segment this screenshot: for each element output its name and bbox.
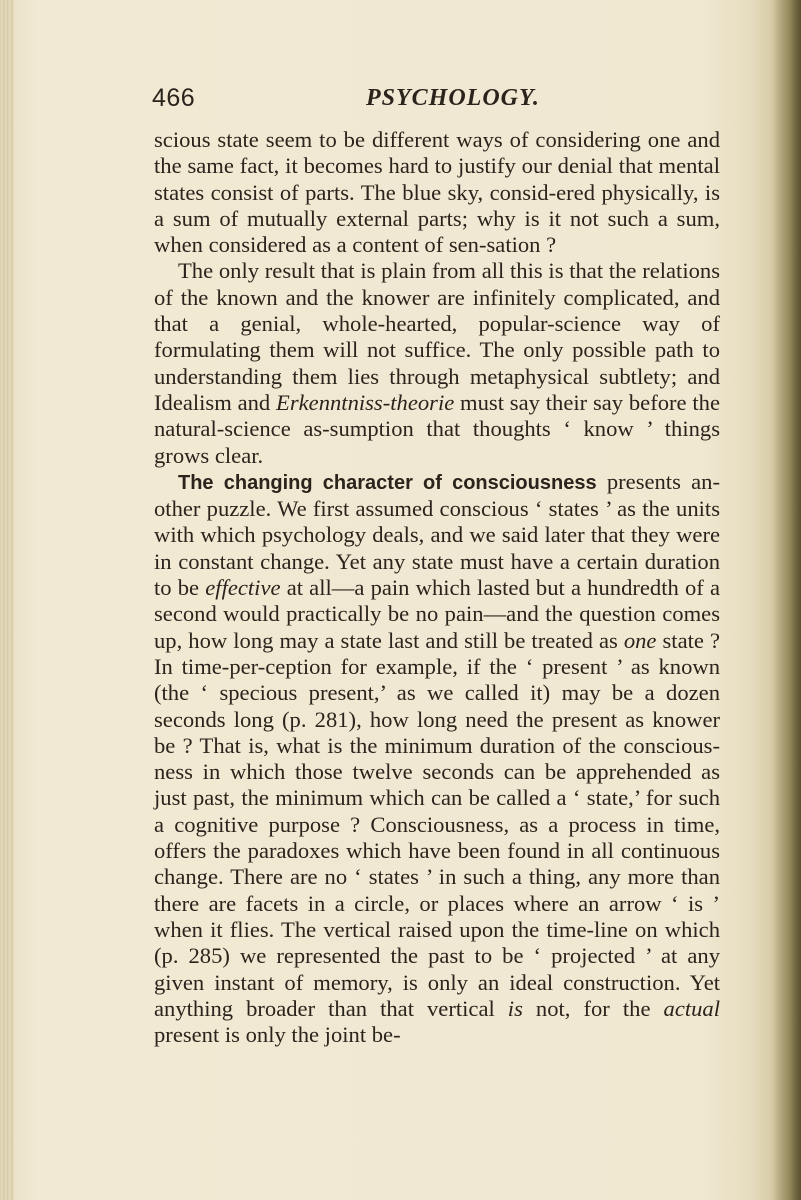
text-segment: The only result that is plain from all this is that the relations of the known and the knower are infinitely complicated, and that a genial, whole-hearted, popular-science way of formulating them will not suffice. The only possible path to understanding them lies through metaphysical subtlety; and Idealism and xyxy=(154,258,720,415)
text-segment: present is only the joint be- xyxy=(154,1022,401,1048)
page-right-edge-shadow xyxy=(773,0,801,1200)
text-segment: state ? In time-per-ception for example, if the ‘ present ’ as known (the ‘ specious present,’ as we called it) may be a dozen seconds long (p. 281), how long need the present as knower be ? That is, what is the minimum duration of the conscious-ness in which those twelve seconds can be apprehended as just past, the minimum which can be called a ‘ state,’ for such a cognitive purpose ? Consciousness, as a process in time, offers the paradoxes which have been found in all continuous change. There are no ‘ states ’ in such a thing, any more than there are facets in a circle, or places where an arrow ‘ is ’ when it flies. The vertical raised upon the time-line on which (p. 285) we represented the past to be ‘ projected ’ at any given instant of memory, is only an ideal construction. Yet anything broader than that vertical xyxy=(154,627,720,1021)
text-segment: at all—a pain which lasted but a hundredth of a second would practically be no pain—and the question comes up, how long may a state last and still be treated as xyxy=(154,575,720,653)
paragraph-2 xyxy=(154,258,720,468)
text-segment: presents an-other puzzle. We first assumed conscious ‘ states ’ as the units with which psychology deals, and we said later that they were in constant change. Yet any state must have a certain duration to be xyxy=(154,468,720,601)
italic-term: is xyxy=(507,995,523,1021)
text-segment: scious state seem to be different ways of considering one and the same fact, it becomes hard to justify our denial that mental states consist of parts. The blue sky, consid-ered physically, is a sum of mutually external parts; why is it not such a sum, when considered as a content of sen-sation ? xyxy=(154,127,720,258)
text-segment: not, for the xyxy=(522,995,664,1021)
italic-term: one xyxy=(623,627,657,653)
text-segment: must say their say before the natural-science as-sumption that thoughts ‘ know ’ things grows clear. xyxy=(154,389,720,468)
paragraph-3 xyxy=(154,469,720,1049)
page-number: 466 xyxy=(152,84,196,112)
page-binding-edge xyxy=(0,0,14,1200)
paragraph-1 xyxy=(154,127,720,258)
page-header xyxy=(152,84,712,124)
section-lead-heading: The changing character of consciousness xyxy=(178,471,597,494)
italic-term: actual xyxy=(663,995,720,1021)
italic-term: Erkenntniss-theorie xyxy=(276,389,455,415)
running-title: PSYCHOLOGY. xyxy=(366,85,540,111)
body-text xyxy=(154,127,720,1048)
italic-term: effective xyxy=(205,575,281,601)
